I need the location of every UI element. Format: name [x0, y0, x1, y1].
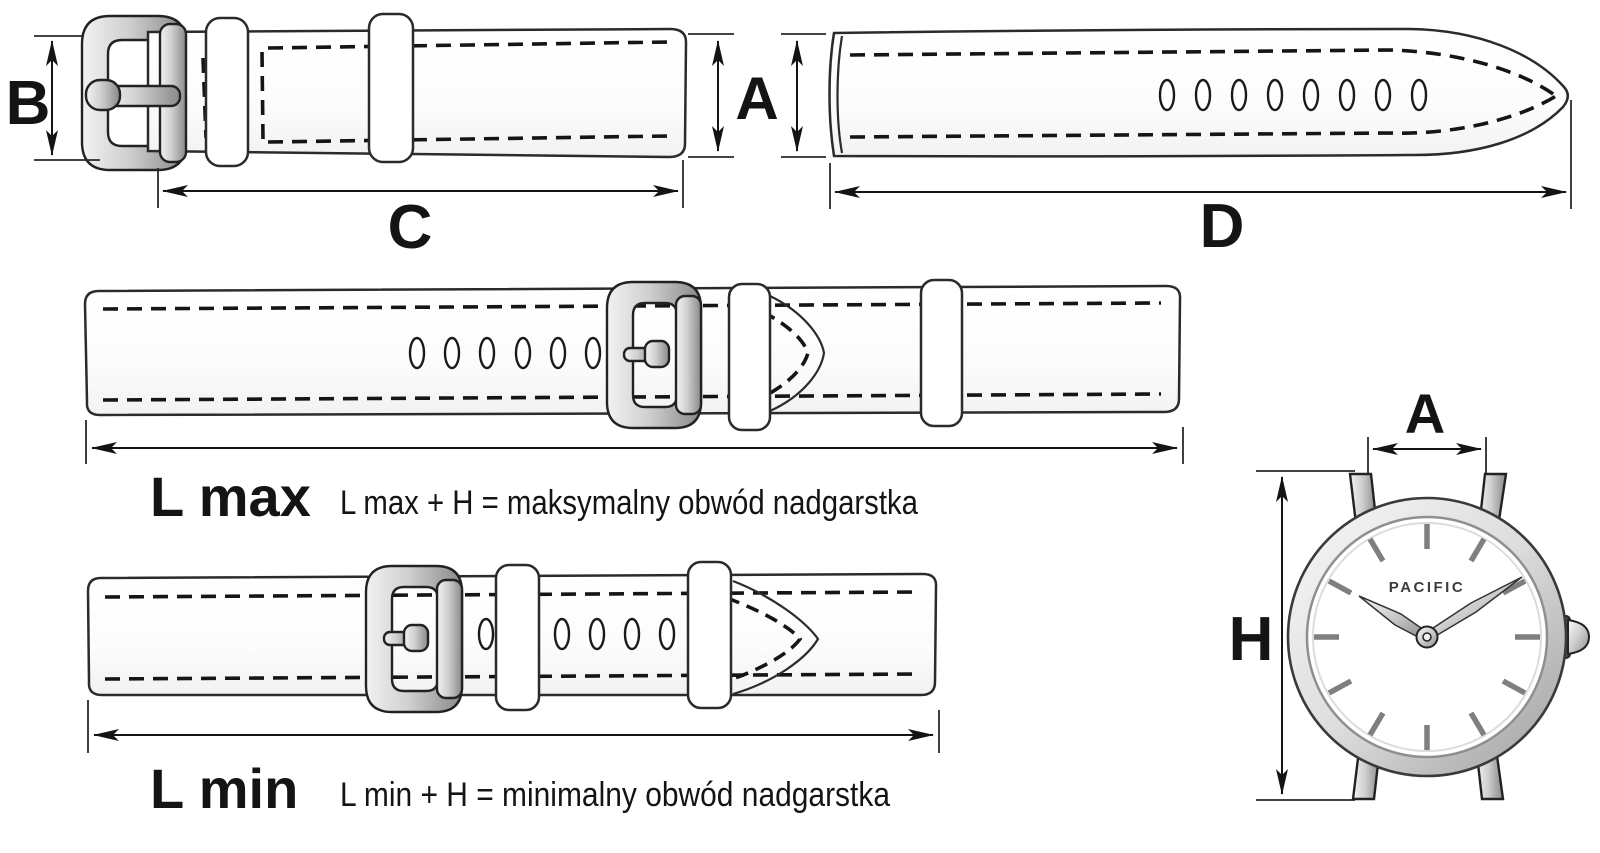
- buckle-strap-figure: [82, 14, 686, 170]
- dim-label-b: B: [5, 69, 51, 138]
- dim-label-a: A: [735, 65, 779, 132]
- brand-text: PACIFIC: [1388, 579, 1466, 596]
- buckle-pin-head: [404, 625, 428, 651]
- lmax-formula: L max + H = maksymalny obwód nadgarstka: [340, 484, 919, 522]
- dim-label-h: H: [1228, 605, 1274, 674]
- tail-strap-figure: [830, 29, 1568, 156]
- dim-label-c: C: [387, 193, 433, 262]
- lmax-figure: [85, 280, 1180, 430]
- dim-label-a-watch: A: [1404, 382, 1446, 445]
- dim-c: [158, 160, 683, 262]
- keeper-loop: [496, 565, 539, 710]
- lmin-figure: [88, 562, 936, 712]
- buckle-pin-head: [86, 80, 120, 110]
- keeper-loop: [729, 284, 770, 430]
- keeper-loop: [688, 562, 731, 708]
- dim-a-watch: [1368, 382, 1486, 477]
- buckle-bar: [437, 580, 462, 698]
- keeper-loop: [369, 14, 413, 162]
- lmin-formula: L min + H = minimalny obwód nadgarstka: [340, 776, 891, 814]
- keeper-loop: [206, 18, 248, 166]
- dim-lmax: [86, 420, 1183, 528]
- dim-a-straps: [688, 34, 826, 157]
- lmin-label: L min: [150, 757, 299, 820]
- lmax-label: L max: [150, 465, 311, 528]
- keeper-loop: [921, 280, 962, 426]
- dim-lmin: [88, 700, 939, 820]
- buckle-bar: [676, 296, 701, 414]
- dim-label-d: D: [1199, 192, 1245, 261]
- hands-hub-center: [1423, 633, 1431, 641]
- buckle-pin-head: [645, 341, 669, 367]
- watch-figure: [1229, 382, 1589, 800]
